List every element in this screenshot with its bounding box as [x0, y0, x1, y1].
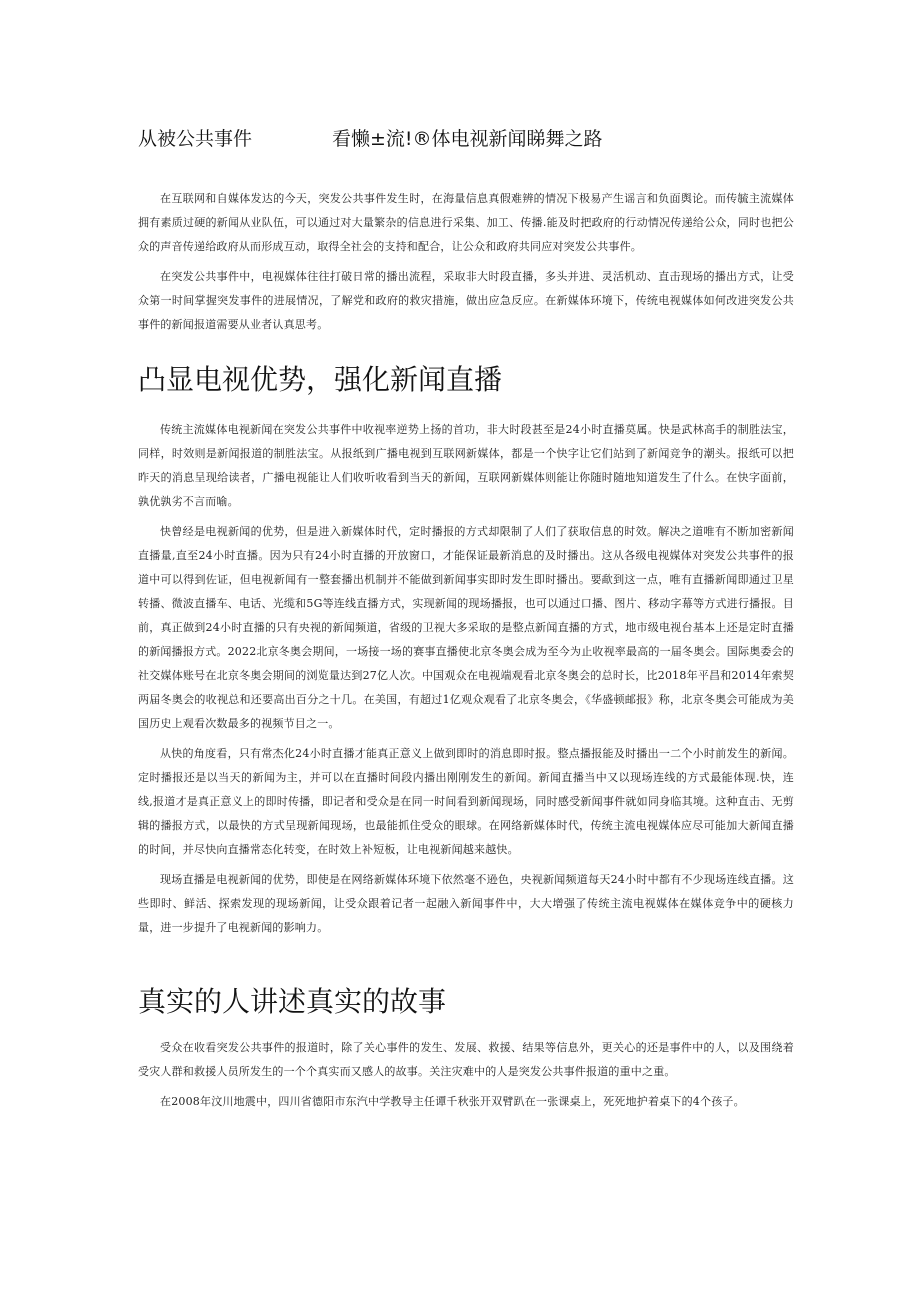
intro-paragraph-1: 在互联网和自媒体发达的今天，突发公共事件发生时，在海量信息真假难辨的情况下极易产生谣言和负面舆论。而传毓主流媒体拥有素质过硬的新闻从业队伍，可以通过对大量繁杂的信息进行采集、加工、传播.能及时把政府的行动情况传递给公众，同时也把公众的声音传递给政府从而形成互动，取得全社会的支持和配合，让公众和政府共同应对突发公共事件。 — [138, 192, 794, 253]
section1-paragraph-3: 从快的角度看，只有常杰化24小时直播才能真正意义上做到即时的消息即时报。整点播报能及时播出一二个小时前发生的新闻。定时播报还是以当天的新闻为主，并可以在直播时间段内播出刚刚发生的新闻。新闻直播当中又以现场连线的方式最能体现.快，连线,报道才是真正意义上的即时传播，即记者和受众是在同一时间看到新闻现场，同时感受新闻事件就如同身临其境。这种直击、无剪辑的播报方式，以最快的方式呈现新闻现场，也最能抓住受众的眼球。在网络新媒体时代，传统主流电视媒体应尽可能加大新闻直播的时间，并尽快向直播常态化转变，在时效上补短板，让电视新闻越来越快。 — [138, 747, 794, 856]
section1-paragraph-1: 传统主流媒体电视新闻在突发公共事件中收视率逆势上扬的首功，非大时段甚至是24小时直播莫属。快是武林高手的制胜法宝，同样，时效则是新闻报道的制胜法宝。从报纸到广播电视到互联网新媒体，都是一个快字让它们站到了新闻竞争的潮头。报纸可以把昨天的消息呈现给读者，广播电视能让人们收听收看到当天的新闻，互联网新媒体则能让你随时随地知道发生了什么。在快字面前，孰优孰劣不言而喻。 — [138, 423, 794, 508]
intro-block — [138, 187, 794, 337]
section2-block — [138, 1036, 794, 1114]
intro-paragraph-2: 在突发公共事件中，电视媒体往往打破日常的播出流程，采取非大时段直播，多头并进、灵活机动、直击现场的播出方式，让受众第一时间掌握突发事件的进展情况，了解党和政府的救灾措施，做出应急反应。在新媒体环境下，传统电视媒体如何改进突发公共事件的新闻报道需要从业者认真思考。 — [138, 270, 794, 331]
section-heading-true-stories: 真实的人讲述真实的故事 — [138, 985, 447, 1018]
title-part-left: 从被公共事件 — [138, 128, 253, 150]
section-heading-tv-advantage: 凸显电视优势，强化新闻直播 — [138, 363, 503, 396]
section2-paragraph-1: 受众在收看突发公共事件的报道时，除了关心事件的发生、发展、救援、结果等信息外，更关心的还是事件中的人，以及围绕着受灾人群和救援人员所发生的一个个真实而又感人的故事。关注灾难中的人是突发公共事件报道的重中之重。 — [138, 1041, 794, 1078]
document-title — [138, 124, 798, 156]
section2-paragraph-2: 在2008年汶川地震中，四川省德阳市东汽中学教导主任谭千秋张开双臂趴在一张课桌上，死死地护着桌下的4个孩子。 — [160, 1095, 745, 1108]
title-part-right: 看懒±流!®体电视新闻睇舞之路 — [332, 128, 603, 150]
section1-block — [138, 418, 794, 940]
section1-paragraph-2: 快曾经是电视新闻的优势，但是进入新媒体时代，定时播报的方式却限制了人们了获取信息的时效。解决之道唯有不断加密新闻直播量,直至24小时直播。因为只有24小时直播的开放窗口，才能保证最新消息的及时播出。这从各级电视媒体对突发公共事件的报道中可以得到佐证，但电视新闻有一整套播出机制并不能做到新闻事实即时发生即时播出。要歃到这一点，唯有直播新闻即通过卫星转播、微波直播车、电话、光缆和5G等连线直播方式，实现新闻的现场播报，也可以通过口播、图片、移动字幕等方式进行播报。目前，真正做到24小时直播的只有央视的新闻频道，省级的卫视大多采取的是整点新闻直播的方式，地市级电视台基本上还是定时直播的新闻播报方式。2022北京冬奥会期间，一场接一场的赛事直播使北京冬奥会成为至今为止收视率最高的一届冬奥会。国际奥委会的社交媒体账号在北京冬奥会期间的浏览量达到27亿人次。中国观众在电视端观看北京冬奥会的总时长，比2018年平昌和2014年索契两届冬奥会的收视总和还要高出百分之十几。在美国，有超过1亿观众观看了北京冬奥会，《华盛顿邮报》称，北京冬奥会可能成为美国历史上观看次数最多的视频节目之一。 — [138, 525, 794, 730]
section1-paragraph-4: 现场直播是电视新闻的优势，即使是在网络新媒体环境下依然毫不逊色，央视新闻频道每天24小时中都有不少现场连线直播。这些即时、鲜活、探索发现的现场新闻，让受众跟着记者一起融入新闻事件中，大大增强了传统主流电视媒体在媒体竞争中的硬核力量，进一步提升了电视新闻的影响力。 — [138, 873, 794, 934]
